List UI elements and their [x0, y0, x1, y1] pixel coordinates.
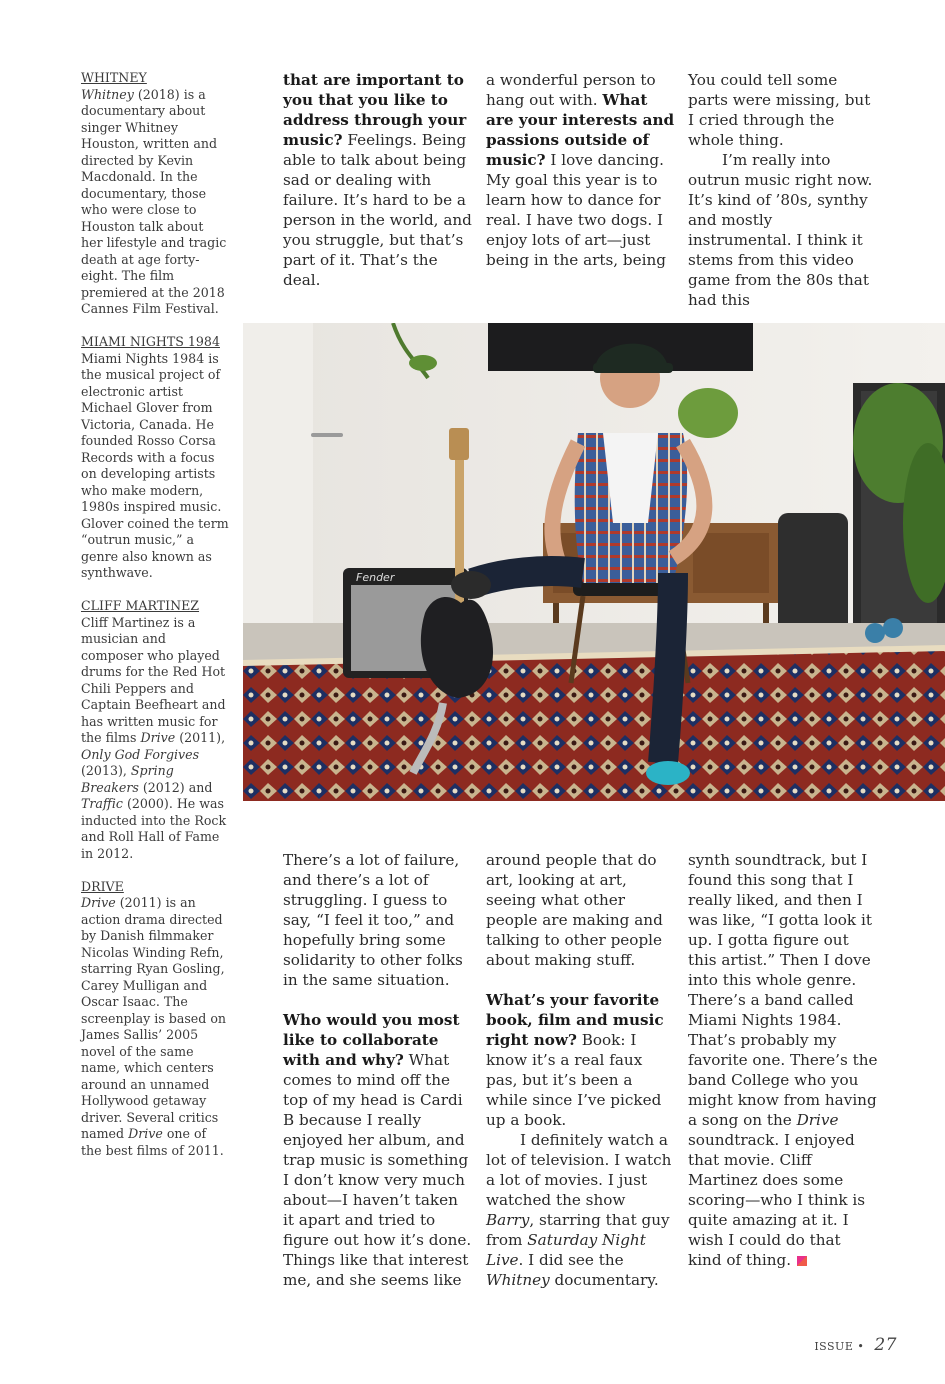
text-run: one of the best films of 2011.	[81, 1126, 224, 1158]
text-run: documentary.	[549, 1271, 659, 1289]
glossary-heading: MIAMI NIGHTS 1984	[81, 334, 220, 349]
text-run: Cliff Martinez is a musician and composer who played drums for the Red Hot Chili Peppers and Captain Beefheart and has written music for the films	[81, 614, 226, 745]
paragraph-gap	[486, 970, 676, 990]
paragraph	[486, 1130, 676, 1290]
italic-title: Whitney	[486, 1271, 550, 1289]
photo-illustration	[243, 323, 945, 801]
italic-title: Only God Forgives	[81, 746, 200, 762]
footer-separator: •	[857, 1340, 865, 1353]
glossary-heading: WHITNEY	[81, 70, 147, 85]
glossary-entry	[81, 70, 229, 318]
text-run: (2000). He was inducted into the Rock and Roll Hall of Fame in 2012.	[81, 796, 227, 861]
text-run: soundtrack. I enjoyed that movie. Cliff Martinez does some scoring—who I think is quite amazing at it. I wish I could do that kind of thing.	[688, 1131, 866, 1269]
interview-photo	[243, 323, 945, 801]
text-run: There’s a lot of failure, and there’s a lot of struggling. I guess to say, “I feel it too,” and hopefully bring some solidarity to other folks in the same situation.	[283, 851, 463, 989]
text-run: (2013),	[81, 763, 131, 778]
text-run: synth soundtrack, but I found this song that I really liked, and then I was like, “I gotta look it up. I gotta figure out this artist.” Then I dove into this whole genre. There’s a band called Miami Nights 1984. That’s probably my favorite one. There’s the band College who you might know from having a song on the	[688, 851, 878, 1129]
text-run: You could tell some parts were missing, but I cried through the whole thing.	[688, 71, 871, 149]
glossary-heading: CLIFF MARTINEZ	[81, 598, 200, 613]
article-column-top-2	[486, 70, 676, 270]
question-text: that are important to you that you like to address through your music?	[283, 71, 467, 149]
text-run: a wonderful person to hang out with.	[486, 71, 656, 109]
italic-title: Drive	[81, 895, 116, 910]
page-footer	[814, 1335, 897, 1355]
text-run: I’m really into outrun music right now. It’s kind of ’80s, synthy and mostly instrumental. I think it stems from this video game from the 80s that had this	[688, 151, 873, 309]
glossary-heading: DRIVE	[81, 878, 124, 894]
glossary-body	[81, 615, 226, 861]
glossary-body	[81, 351, 229, 581]
text-run: What comes to mind off the top of my head is Cardi B because I really enjoyed her album, and trap music is something I don’t know very much about—I haven’t taken it apart and tried to figure out how it’s done. Things like that interest me, and she seems like	[283, 1051, 472, 1289]
italic-title: Spring Breakers	[81, 763, 174, 795]
italic-title: Saturday Night Live	[486, 1231, 646, 1269]
article-column-bottom-1	[283, 850, 473, 1290]
text-run: Feelings. Being able to talk about being sad or dealing with failure. It’s hard to be a person in the world, and you struggle, but that’s part of it. That’s the deal.	[283, 131, 472, 289]
glossary-body	[81, 895, 226, 1158]
italic-title: Drive	[796, 1111, 839, 1129]
text-run: (2011) is an action drama directed by Danish filmmaker Nicolas Winding Refn, starring Ryan Gosling, Carey Mulligan and Oscar Isaac. The screenplay is based on James Sallis’ 2005 novel of the same name, which centers around an unnamed Hollywood getaway driver. Several critics named	[81, 895, 227, 1141]
glossary-entry	[81, 598, 229, 862]
italic-title: Barry	[486, 1211, 530, 1229]
glossary-entry	[81, 879, 229, 1160]
glossary-entry	[81, 334, 229, 582]
article-column-bottom-3	[688, 850, 878, 1270]
question-text: Who would you most like to collaborate with and why?	[283, 1011, 460, 1069]
text-run: . I did see the	[518, 1251, 624, 1269]
glossary-body	[81, 87, 226, 317]
end-mark-icon	[797, 1256, 807, 1266]
text-run: , starring that guy from	[486, 1211, 670, 1249]
article-column-top-3	[688, 70, 878, 310]
issue-label: ISSUE	[814, 1340, 854, 1353]
italic-title: Drive	[140, 730, 176, 745]
italic-title: Drive	[128, 1126, 163, 1141]
text-run: Book: I know it’s a real faux pas, but it’s been a while since I’ve picked up a book.	[486, 1031, 662, 1129]
italic-title: Whitney	[81, 86, 134, 102]
sidebar-glossary	[81, 70, 229, 1176]
article-column-top-1	[283, 70, 473, 290]
question-text: What are your interests and passions outside of music?	[486, 91, 675, 169]
article-column-bottom-2	[486, 850, 676, 1290]
text-run: around people that do art, looking at art, seeing what other people are making and talking to other people about making stuff.	[486, 851, 663, 969]
text-run: (2012) and	[138, 779, 213, 795]
paragraph-gap	[283, 990, 473, 1010]
italic-title: Traffic	[81, 796, 123, 811]
text-run: (2011),	[175, 730, 226, 745]
text-run: I love dancing. My goal this year is to learn how to dance for real. I have two dogs. I enjoy lots of art—just being in the arts, being	[486, 151, 667, 269]
text-run: I definitely watch a lot of television. I watch a lot of movies. I just watched the show	[486, 1131, 672, 1209]
question-text: What’s your favorite book, film and music right now?	[486, 991, 664, 1049]
text-run: Miami Nights 1984 is the musical project of electronic artist Michael Glover from Victoria, Canada. He founded Rosso Corsa Records with a focus on developing artists who make modern, 1980s inspired music. Glover coined the term “outrun music,” a genre also known as synthwave.	[81, 350, 229, 580]
amp-logo: Fender	[356, 571, 395, 584]
page-number: 27	[874, 1335, 897, 1355]
text-run: (2018) is a documentary about singer Whitney Houston, written and directed by Kevin Macdonald. In the documentary, those who were close to Houston talk about her lifestyle and tragic death at age forty-eight. The film premiered at the 2018 Cannes Film Festival.	[81, 86, 227, 316]
paragraph	[688, 150, 878, 310]
